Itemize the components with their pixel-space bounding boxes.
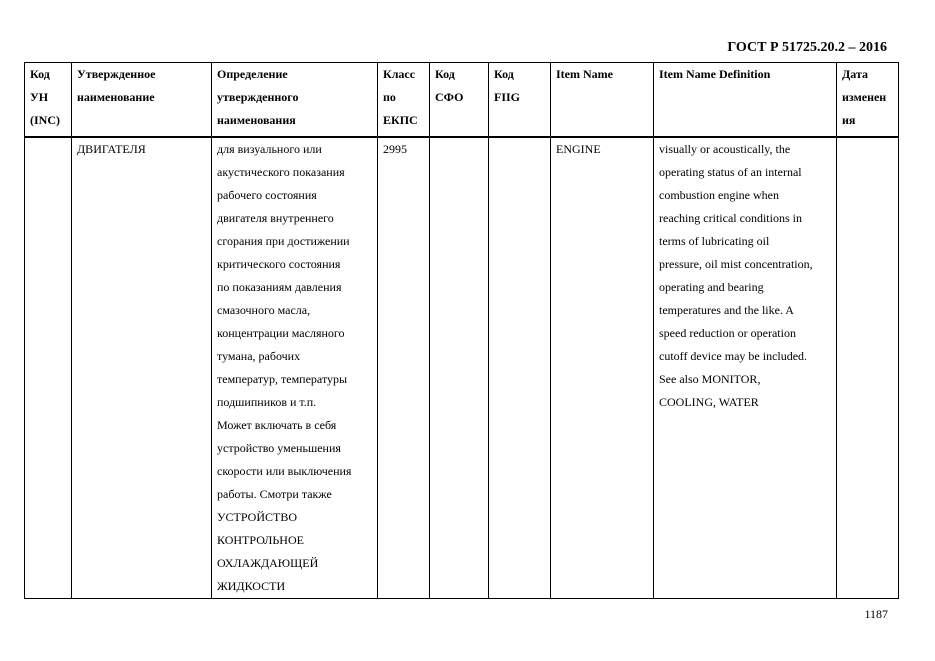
- text-line: operating and bearing: [659, 280, 764, 294]
- header-line: УН: [30, 90, 49, 104]
- text-line: reaching critical conditions in: [659, 211, 802, 225]
- text-line: рабочего состояния: [217, 188, 317, 202]
- text-line: скорости или выключения: [217, 464, 352, 478]
- header-line: изменен: [842, 90, 887, 104]
- text-line: устройство уменьшения: [217, 441, 341, 455]
- header-definition: [212, 63, 378, 138]
- text-line: температур, температуры: [217, 372, 348, 386]
- header-line: Дата: [842, 67, 868, 81]
- header-inc-code: [25, 63, 72, 138]
- text-line: operating status of an internal: [659, 165, 802, 179]
- text-line: для визуального или: [217, 142, 322, 156]
- header-line: Определение: [217, 67, 288, 81]
- text-line: УСТРОЙСТВО: [217, 510, 297, 524]
- header-line: Код: [30, 67, 50, 81]
- header-sfo-code: [430, 63, 489, 138]
- header-line: Item Name Definition: [659, 67, 771, 81]
- text-line: концентрации масляного: [217, 326, 345, 340]
- text-line: terms of lubricating oil: [659, 234, 770, 248]
- header-line: наименование: [77, 90, 155, 104]
- text-line: cutoff device may be included.: [659, 349, 808, 363]
- cell-item-name: ENGINE: [551, 137, 654, 599]
- header-approved-name: [72, 63, 212, 138]
- text-line: подшипников и т.п.: [217, 395, 317, 409]
- header-line: Класс: [383, 67, 416, 81]
- header-line: (INC): [30, 113, 60, 127]
- text-line: temperatures and the like. A: [659, 303, 794, 317]
- cell-class-ekps: 2995: [378, 137, 430, 599]
- cell-definition: [212, 137, 378, 599]
- header-item-name-definition: [654, 63, 837, 138]
- text-line: combustion engine when: [659, 188, 779, 202]
- text-line: акустического показания: [217, 165, 345, 179]
- header-line: FIIG: [494, 90, 521, 104]
- header-line: по: [383, 90, 396, 104]
- text-line: ЖИДКОСТИ: [217, 579, 286, 593]
- cell-change-date: [837, 137, 899, 599]
- text-line: speed reduction or operation: [659, 326, 796, 340]
- text-line: критического состояния: [217, 257, 341, 271]
- text-line: See also MONITOR,: [659, 372, 761, 386]
- text-line: сгорания при достижении: [217, 234, 350, 248]
- header-class-ekps: [378, 63, 430, 138]
- table-header-row: [25, 63, 899, 138]
- header-line: Item Name: [556, 67, 613, 81]
- header-line: Код: [494, 67, 514, 81]
- header-line: Утвержденное: [77, 67, 156, 81]
- text-line: visually or acoustically, the: [659, 142, 791, 156]
- text-line: КОНТРОЛЬНОЕ: [217, 533, 304, 547]
- header-fiig-code: [489, 63, 551, 138]
- classification-table: [24, 62, 899, 599]
- text-line: pressure, oil mist concentration,: [659, 257, 813, 271]
- cell-item-name-definition: [654, 137, 837, 599]
- cell-sfo-code: [430, 137, 489, 599]
- header-line: СФО: [435, 90, 464, 104]
- text-line: по показаниям давления: [217, 280, 342, 294]
- cell-fiig-code: [489, 137, 551, 599]
- cell-approved-name: ДВИГАТЕЛЯ: [72, 137, 212, 599]
- text-line: ОХЛАЖДАЮЩЕЙ: [217, 556, 319, 570]
- text-line: COOLING, WATER: [659, 395, 759, 409]
- text-line: тумана, рабочих: [217, 349, 301, 363]
- page-number: 1187: [864, 607, 888, 621]
- text-line: смазочного масла,: [217, 303, 311, 317]
- table-row: [25, 137, 899, 599]
- header-line: Код: [435, 67, 455, 81]
- text-line: двигателя внутреннего: [217, 211, 334, 225]
- cell-inc-code: [25, 137, 72, 599]
- header-line: наименования: [217, 113, 296, 127]
- header-item-name: [551, 63, 654, 138]
- header-line: ия: [842, 113, 856, 127]
- text-line: работы. Смотри также: [217, 487, 332, 501]
- header-line: ЕКПС: [383, 113, 418, 127]
- text-line: Может включать в себя: [217, 418, 337, 432]
- header-line: утвержденного: [217, 90, 299, 104]
- document-standard-header: ГОСТ Р 51725.20.2 – 2016: [727, 40, 887, 55]
- header-change-date: [837, 63, 899, 138]
